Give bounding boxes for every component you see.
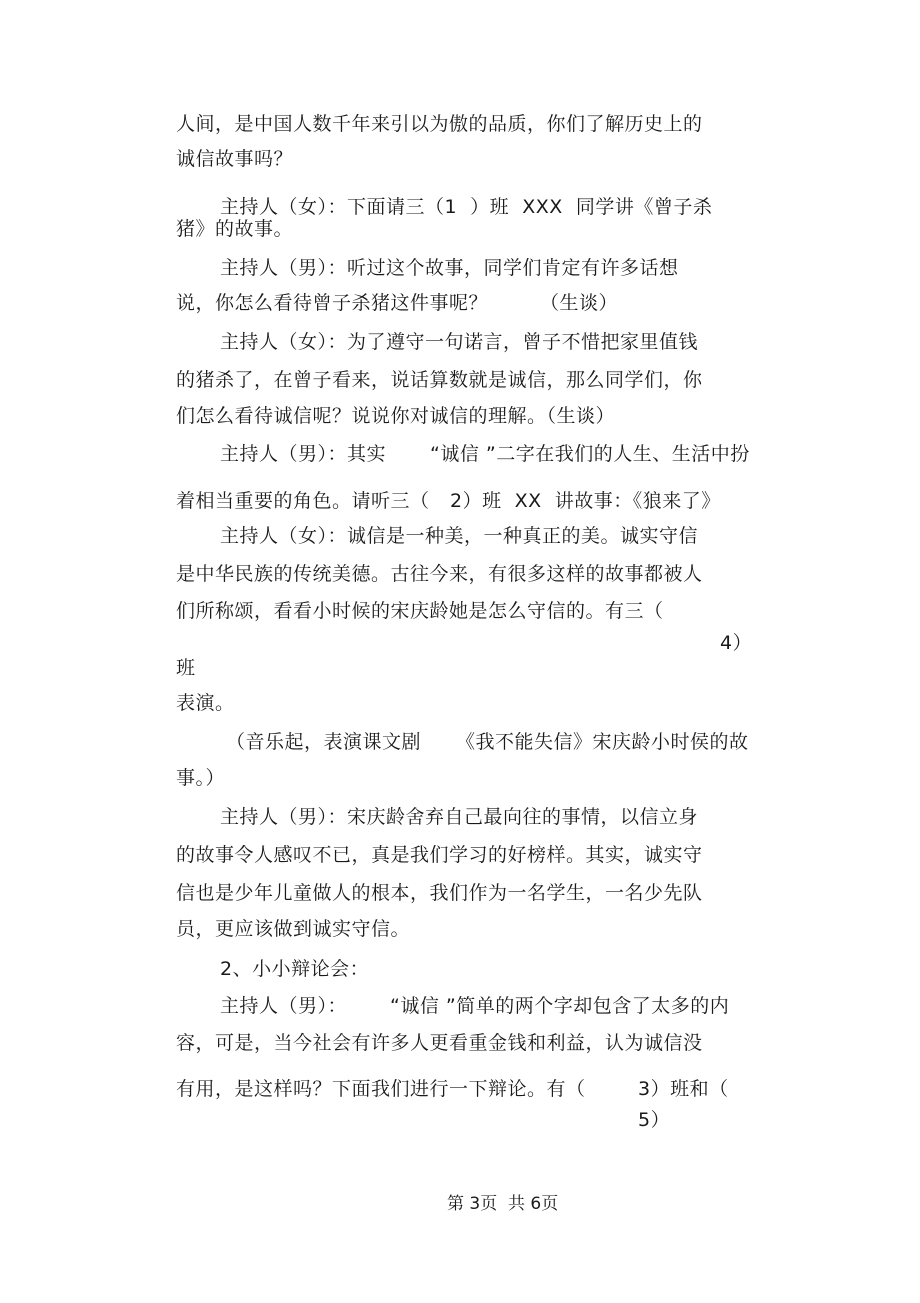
text-line-9: 的猪杀了，在曾子看来，说话算数就是诚信，那么同学们，你 [176, 369, 703, 391]
text-line-30: “诚信 ”简单的两个字却包含了太多的内 [390, 995, 730, 1017]
text-line-20: 表演。 [176, 692, 235, 714]
text-line-6: 说，你怎么看待曾子杀猪这件事呢？ [176, 292, 489, 314]
text-line-25: 的故事令人感叹不已，真是我们学习的好榜样。其实，诚实守 [176, 844, 703, 866]
text-line-19: 班 [176, 657, 196, 679]
text-line-1: 人间，是中国人数千年来引以为傲的品质，你们了解历史上的 [176, 113, 703, 135]
page-footer: 第 3页 共 6页 [447, 1194, 559, 1214]
text-line-14: 2）班 XX 讲故事：《狼来了》 [450, 490, 721, 512]
text-line-4: 猪》的故事。 [176, 218, 294, 240]
text-line-22: 《我不能失信》宋庆龄小时侯的故 [456, 731, 749, 753]
text-line-31: 容，可是，当今社会有许多人更看重金钱和利益，认为诚信没 [176, 1032, 703, 1054]
text-line-34: 5） [638, 1109, 671, 1131]
text-line-32: 有用，是这样吗？下面我们进行一下辩论。有（ [176, 1078, 586, 1100]
text-line-13: 着相当重要的角色。请听三（ [176, 490, 430, 512]
text-line-23: 事。） [176, 767, 226, 789]
text-line-10: 们怎么看待诚信呢？说说你对诚信的理解。（生谈） [176, 405, 616, 427]
text-line-27: 员，更应该做到诚实守信。 [176, 918, 411, 940]
text-line-16: 是中华民族的传统美德。古往今来，有很多这样的故事都被人 [176, 563, 703, 585]
text-line-28: 2、小小辩论会： [220, 958, 370, 980]
text-line-29: 主持人（男）： [220, 995, 348, 1017]
text-line-5: 主持人（男）：听过这个故事，同学们肯定有许多话想 [220, 257, 679, 279]
text-line-17: 们所称颂，看看小时候的宋庆龄她是怎么守信的。有三（ [176, 600, 664, 622]
text-line-12: “诚信 ”二字在我们的人生、生活中扮 [430, 443, 750, 465]
text-line-3: 主持人（女）：下面请三（1 ）班 XXX 同学讲《曾子杀 [220, 196, 713, 218]
text-line-33: 3）班和（ [638, 1078, 729, 1100]
text-line-26: 信也是少年儿童做人的根本，我们作为一名学生，一名少先队 [176, 882, 703, 904]
text-line-8: 主持人（女）：为了遵守一句诺言，曾子不惜把家里值钱 [220, 331, 699, 353]
text-line-11: 主持人（男）：其实 [220, 443, 387, 465]
text-line-15: 主持人（女）：诚信是一种美，一种真正的美。诚实守信 [220, 525, 699, 547]
text-line-24: 主持人（男）：宋庆龄舍弃自己最向往的事情，以信立身 [220, 806, 699, 828]
text-line-21: （音乐起，表演课文剧 [226, 731, 422, 753]
text-line-7: （生谈） [540, 292, 619, 314]
text-line-2: 诚信故事吗？ [176, 148, 294, 170]
text-line-18: 4） [720, 632, 753, 654]
